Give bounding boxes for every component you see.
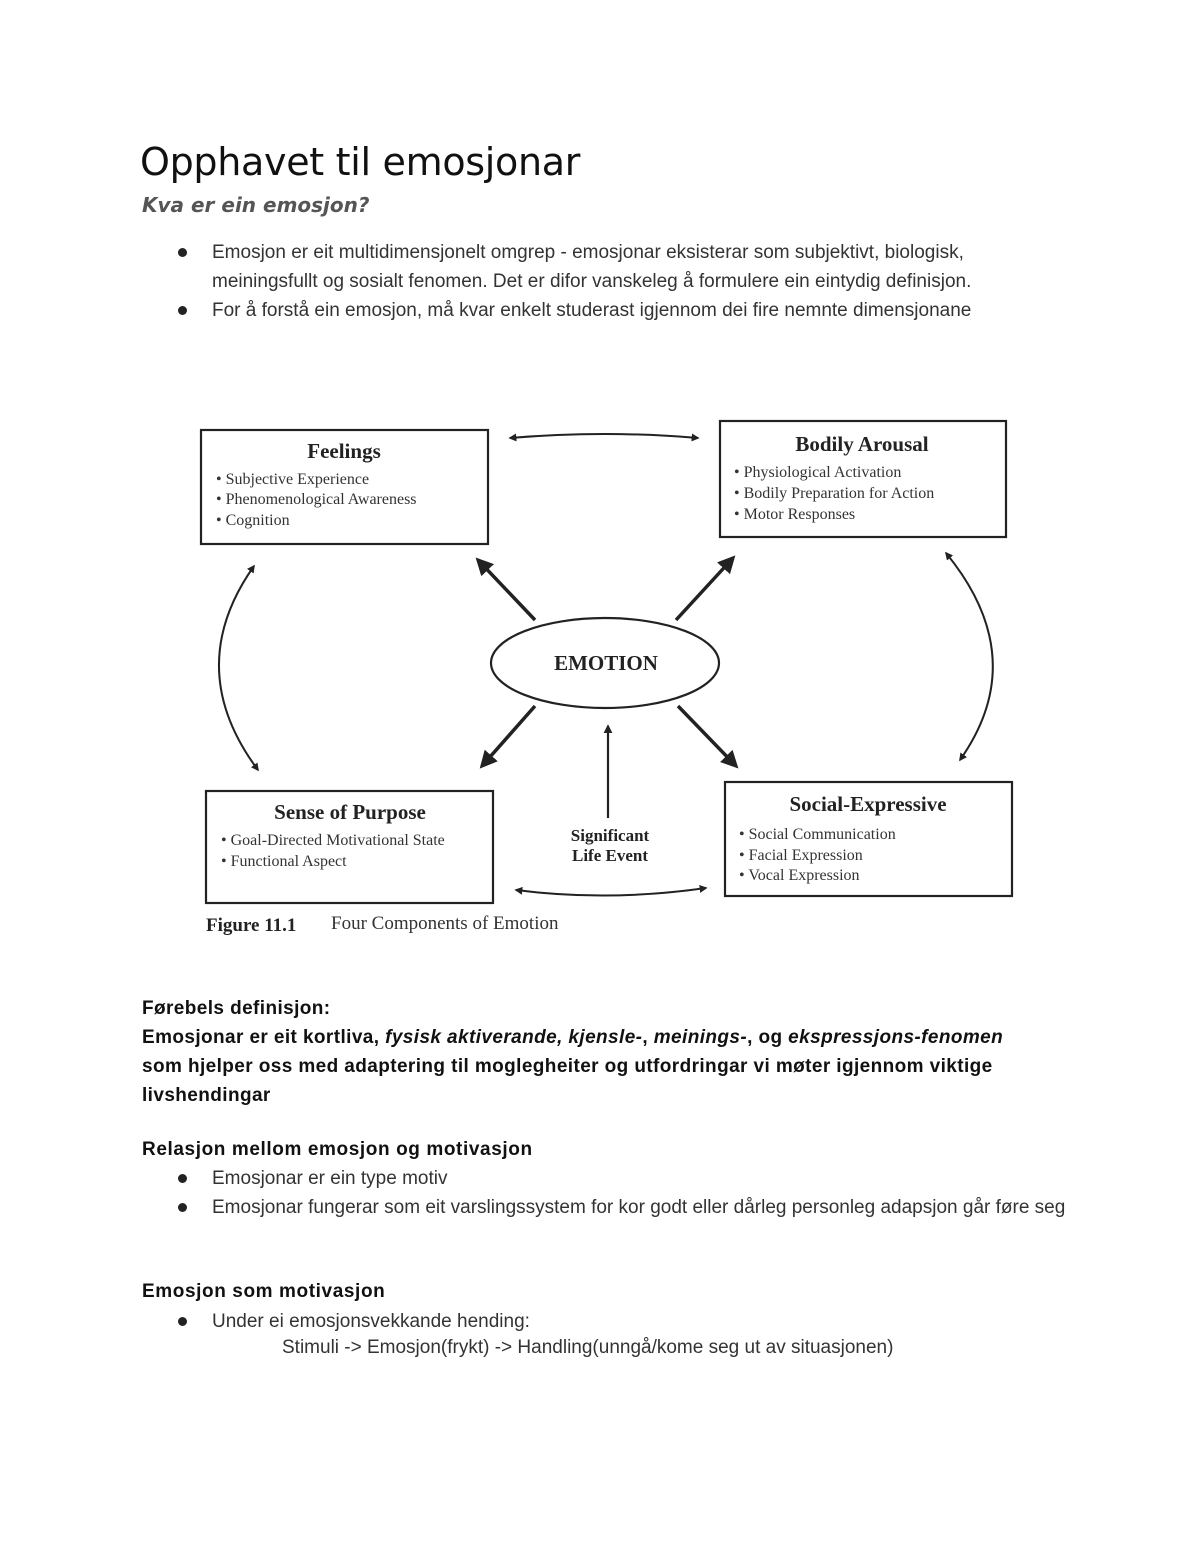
social-expressive-item: • Social Communication [739, 826, 896, 843]
feelings-box [201, 430, 488, 544]
social-expressive-title: Social-Expressive [789, 792, 947, 816]
list-item-text: Emosjonar fungerar som eit varslingssystem for kor godt eller dårleg personleg adapsjon går føre seg [212, 1197, 1066, 1218]
motivation-heading: Emosjon som motivasjon [142, 1281, 386, 1302]
motivation-bullet-list [142, 1307, 1012, 1336]
definition-text: , og [747, 1027, 789, 1048]
arrow-to-bodily-arousal [676, 558, 733, 620]
list-item [142, 1164, 1082, 1193]
figure-caption-label: Figure 11.1 [206, 915, 297, 936]
list-item-text: For å forstå ein emosjon, må kvar enkelt studerast igjennom dei fire nemnte dimensjonane [212, 300, 972, 321]
bodily-arousal-title: Bodily Arousal [795, 432, 929, 456]
definition-text: Emosjonar er eit kortliva, [142, 1027, 386, 1048]
feelings-title: Feelings [307, 439, 381, 463]
figure-caption-text: Four Components of Emotion [331, 913, 559, 934]
social-expressive-box [725, 782, 1012, 896]
sense-of-purpose-item: • Functional Aspect [221, 853, 347, 870]
bodily-arousal-item: • Bodily Preparation for Action [734, 485, 935, 502]
sense-of-purpose-item: • Goal-Directed Motivational State [221, 832, 445, 849]
list-item-text: Emosjon er eit multidimensjonelt omgrep - emosjonar eksisterar som subjektivt, biologisk, meiningsfullt og sosialt fenomen. Det er difor vanskeleg å formulere ein eintydig definisjon. [212, 242, 972, 292]
stimulus-flow: Stimuli -> Emosjon(frykt) -> Handling(unngå/kome seg ut av situasjonen) [282, 1337, 894, 1358]
bullet-icon [178, 306, 187, 315]
arrow-bodily-social [946, 553, 993, 760]
sense-of-purpose-box [206, 791, 493, 903]
bodily-arousal-box [720, 421, 1006, 537]
list-item-text: Emosjonar er ein type motiv [212, 1168, 448, 1189]
bullet-icon [178, 1317, 187, 1326]
list-item [142, 1307, 1012, 1336]
emotion-center [491, 618, 719, 708]
feelings-item: • Cognition [216, 512, 290, 529]
emotion-label: EMOTION [554, 651, 658, 675]
list-item [142, 296, 1012, 325]
relation-bullet-list [142, 1164, 1082, 1222]
intro-bullet-list [142, 238, 1012, 325]
arrow-feelings-purpose [219, 566, 258, 770]
arrow-to-social-expressive [678, 706, 736, 766]
page-subtitle: Kva er ein emosjon? [142, 193, 370, 217]
arrow-to-feelings [478, 560, 535, 620]
relation-heading: Relasjon mellom emosjon og motivasjon [142, 1139, 533, 1160]
feelings-item: • Subjective Experience [216, 471, 370, 488]
list-item [142, 238, 1012, 296]
definition-block [142, 994, 1042, 1110]
list-item-text: Under ei emosjonsvekkande hending: [212, 1311, 530, 1332]
definition-italic: meinings- [653, 1027, 748, 1048]
sense-of-purpose-title: Sense of Purpose [274, 800, 426, 824]
definition-italic: ekspressjons-fenomen [788, 1027, 1004, 1048]
bodily-arousal-item: • Physiological Activation [734, 464, 902, 481]
definition-heading: Førebels definisjon: [142, 998, 331, 1019]
list-item [142, 1193, 1082, 1222]
definition-text: som hjelper oss med adaptering til moglegheiter og utfordringar vi møter igjennom viktige livshendingar [142, 1056, 993, 1106]
definition-italic: fysisk aktiverande, kjensle- [385, 1027, 643, 1048]
arrow-feelings-bodily [510, 434, 698, 438]
bullet-icon [178, 1203, 187, 1212]
life-event-label: Life Event [571, 846, 649, 865]
arrow-to-sense-of-purpose [482, 706, 535, 766]
social-expressive-item: • Facial Expression [739, 847, 863, 864]
page-title: Opphavet til emosjonar [140, 140, 581, 184]
bodily-arousal-item: • Motor Responses [734, 506, 856, 523]
emotion-diagram [190, 408, 1018, 946]
arrow-purpose-social [516, 888, 706, 896]
feelings-item: • Phenomenological Awareness [216, 491, 417, 508]
social-expressive-item: • Vocal Expression [739, 867, 860, 884]
bullet-icon [178, 248, 187, 257]
bullet-icon [178, 1174, 187, 1183]
definition-text: , [642, 1027, 654, 1048]
emotion-components-figure [190, 408, 1018, 946]
life-event-label: Significant [570, 826, 650, 845]
